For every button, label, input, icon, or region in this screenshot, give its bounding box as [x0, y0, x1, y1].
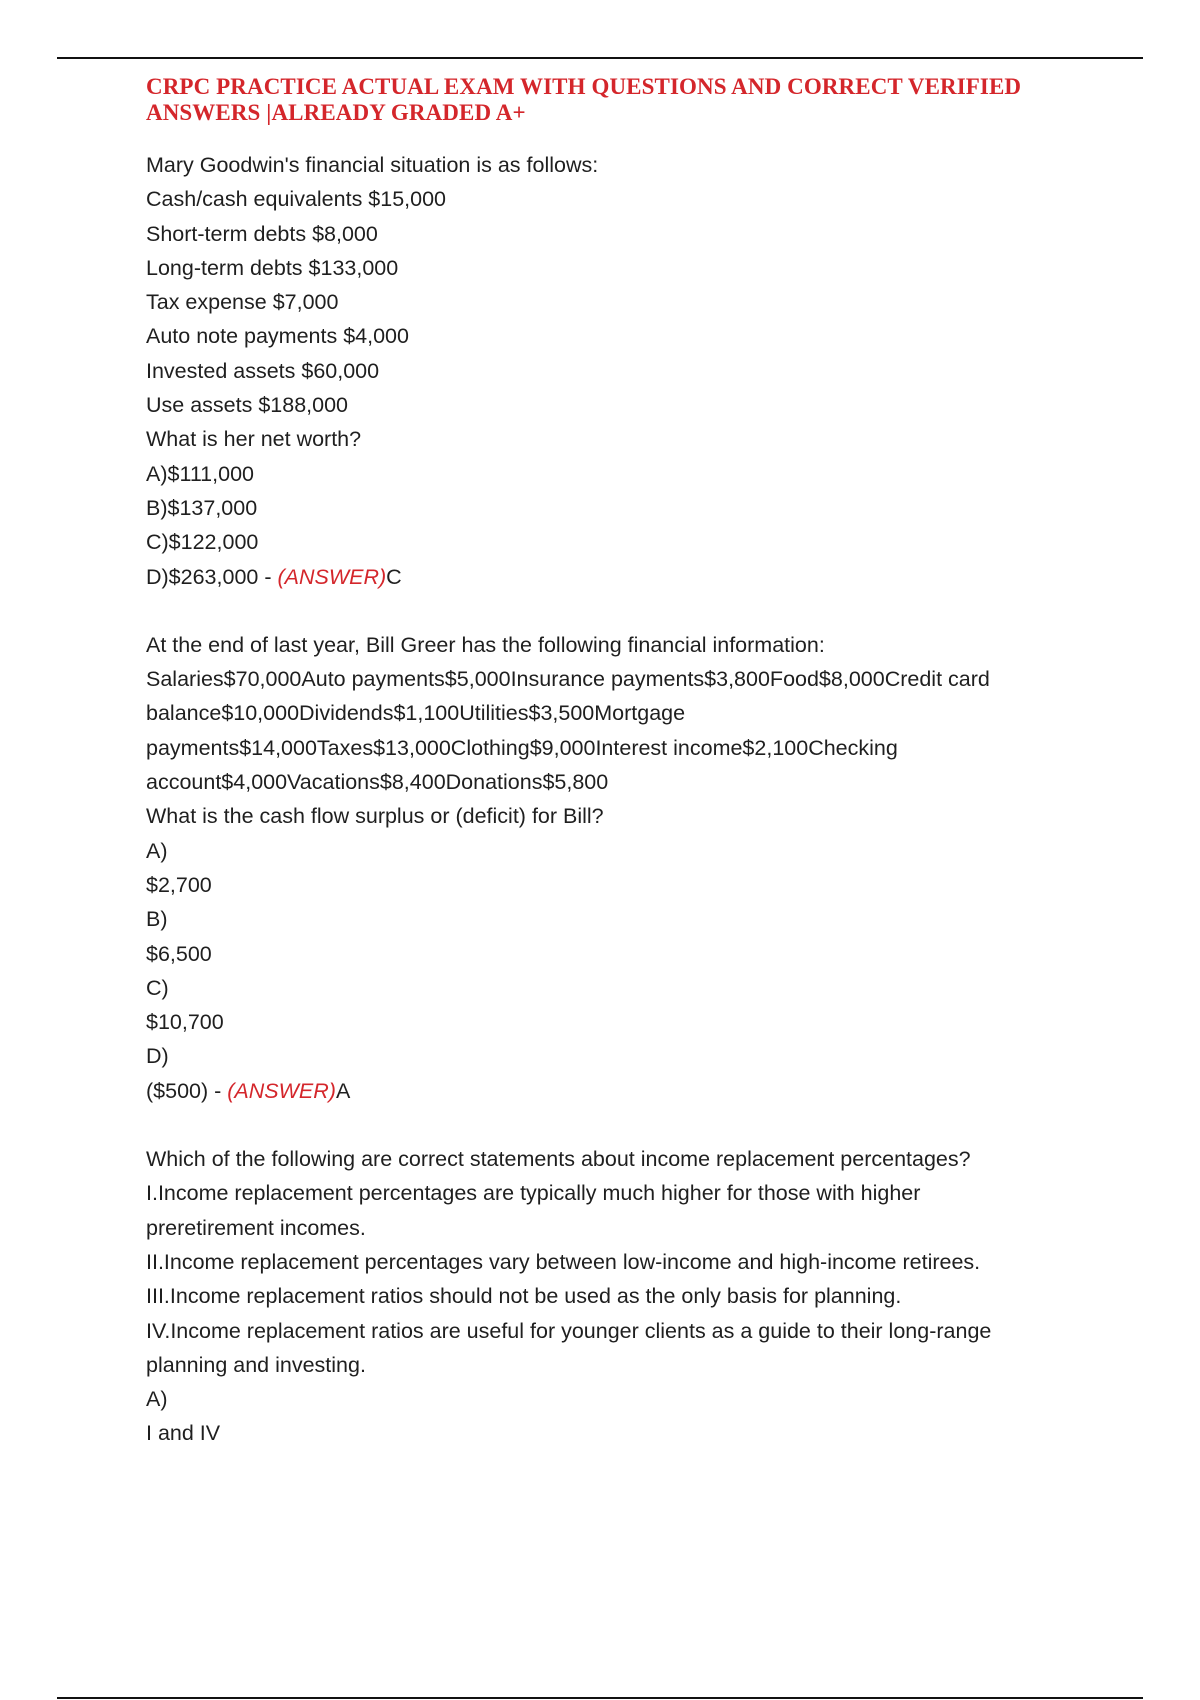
q3-question: Which of the following are correct statements about income replacement percentages? [146, 1147, 971, 1172]
question-3 [146, 1142, 1086, 1451]
q1-line: Cash/cash equivalents $15,000 [146, 187, 447, 212]
title-line-2: ANSWERS |ALREADY GRADED A+ [146, 100, 526, 125]
q2-option-d-text: ($500) - [146, 1078, 228, 1103]
q1-line: Tax expense $7,000 [146, 290, 339, 315]
q3-statement: II.Income replacement percentages vary between low-income and high-income retirees. [146, 1249, 981, 1274]
q2-option-a-value: $2,700 [146, 872, 212, 897]
q1-option-c: C)$122,000 [146, 530, 259, 555]
spacer [146, 594, 1086, 628]
q2-line: balance$10,000Dividends$1,100Utilities$3,500Mortgage [146, 701, 686, 726]
q2-option-a-label: A) [146, 838, 168, 863]
q3-statement: preretirement incomes. [146, 1215, 366, 1240]
spacer [146, 1108, 1086, 1142]
q2-option-c-label: C) [146, 975, 169, 1000]
title-line-1: CRPC PRACTICE ACTUAL EXAM WITH QUESTIONS AND CORRECT VERIFIED [146, 74, 1022, 99]
document-body [146, 74, 1086, 1451]
question-2 [146, 628, 1086, 1108]
q3-option-a-label: A) [146, 1387, 168, 1412]
q2-line: At the end of last year, Bill Greer has the following financial information: [146, 632, 825, 657]
q1-option-a: A)$111,000 [146, 461, 254, 486]
q1-answer: C [386, 564, 402, 589]
q1-question: What is her net worth? [146, 427, 362, 452]
q1-answer-tag: (ANSWER) [277, 564, 387, 589]
q1-line: Invested assets $60,000 [146, 358, 380, 383]
q1-option-d-text: D)$263,000 - [146, 564, 278, 589]
q2-line: account$4,000Vacations$8,400Donations$5,800 [146, 770, 609, 795]
q2-line: Salaries$70,000Auto payments$5,000Insurance payments$3,800Food$8,000Credit card [146, 667, 990, 692]
q3-statement: IV.Income replacement ratios are useful for younger clients as a guide to their long-range [146, 1318, 992, 1343]
q1-option-d [146, 560, 1086, 594]
q1-option-b: B)$137,000 [146, 495, 258, 520]
q2-option-b-label: B) [146, 907, 168, 932]
q2-option-b-value: $6,500 [146, 941, 212, 966]
q3-option-a-value: I and IV [146, 1421, 221, 1446]
q2-answer: A [335, 1078, 351, 1103]
q1-line: Auto note payments $4,000 [146, 324, 409, 349]
question-1 [146, 148, 1086, 594]
q2-answer-tag: (ANSWER) [227, 1078, 336, 1103]
q1-line: Long-term debts $133,000 [146, 255, 399, 280]
q1-line: Short-term debts $8,000 [146, 221, 378, 246]
q1-line: Mary Goodwin's financial situation is as follows: [146, 153, 599, 177]
q3-statement: planning and investing. [146, 1352, 366, 1377]
q3-statement: I.Income replacement percentages are typically much higher for those with higher [146, 1181, 921, 1206]
q3-statement: III.Income replacement ratios should not be used as the only basis for planning. [146, 1284, 902, 1309]
q2-line: payments$14,000Taxes$13,000Clothing$9,000Interest income$2,100Checking [146, 735, 898, 760]
q2-option-d [146, 1074, 1086, 1108]
bottom-rule [57, 1697, 1143, 1699]
q2-option-c-value: $10,700 [146, 1010, 224, 1035]
document-title [146, 74, 1086, 126]
q2-option-d-label: D) [146, 1044, 169, 1069]
q1-line: Use assets $188,000 [146, 393, 348, 418]
q2-question: What is the cash flow surplus or (deficit) for Bill? [146, 804, 604, 829]
top-rule [57, 57, 1143, 59]
